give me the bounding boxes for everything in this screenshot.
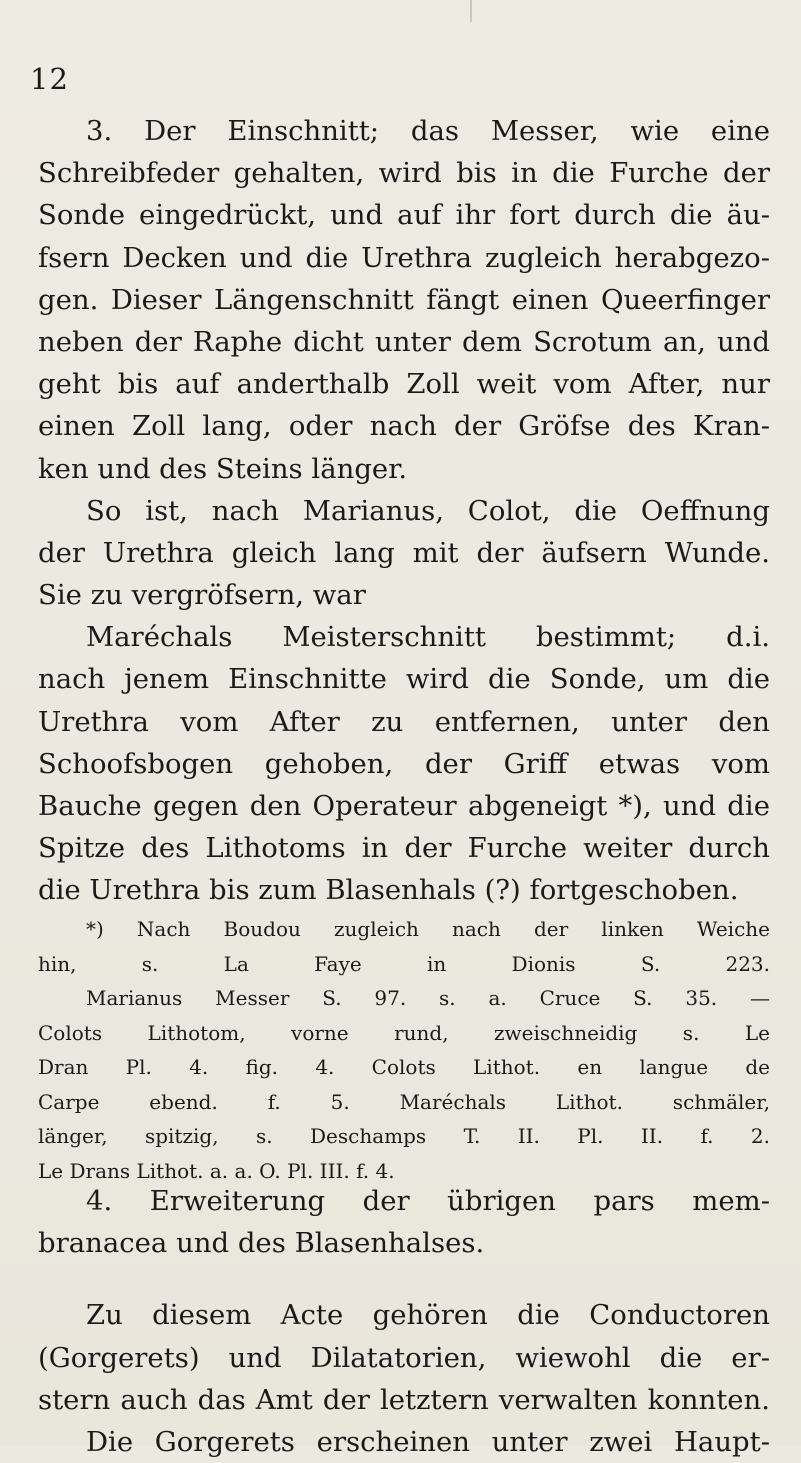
text-line: Die Gorgerets erscheinen unter zwei Haupt- [86, 1425, 770, 1458]
footnote-block [38, 912, 770, 1188]
text-line: neben der Raphe dicht unter dem Scrotum an, und [38, 325, 770, 358]
text-line: Sonde eingedrückt, und auf ihr fort durch die äu- [38, 199, 770, 232]
text-line: Schoofsbogen gehoben, der Griff etwas vom [38, 747, 770, 780]
section-heading: 4. Erweiterung der übrigen pars mem- [86, 1185, 770, 1217]
text-line: (Gorgerets) und Dilatatorien, wiewohl die er- [38, 1341, 770, 1374]
footnote-line: hin, s. La Faye in Dionis S. 223. [38, 951, 770, 976]
text-line: stern auch das Amt der letztern verwalten konnten. [38, 1383, 770, 1416]
page-number: 12 [30, 62, 69, 96]
footnote-line: länger, spitzig, s. Deschamps T. II. Pl. II. f. 2. [38, 1124, 770, 1148]
section-4 [38, 1180, 770, 1463]
text-line: Schreibfeder gehalten, wird bis in die Furche der [38, 157, 770, 190]
paper-mark [470, 0, 472, 22]
text-line: 3. Der Einschnitt; das Messer, wie eine [86, 115, 770, 147]
text-line: gen. Dieser Längenschnitt fängt einen Queerfinger [38, 283, 770, 316]
footnote-line: *) Nach Boudou zugleich nach der linken Weiche [86, 917, 770, 941]
text-line: So ist, nach Marianus, Colot, die Oeffnung [86, 494, 770, 527]
text-line: der Urethra gleich lang mit der äufsern Wunde. [38, 536, 770, 569]
section-gap [38, 1264, 770, 1294]
text-line: Bauche gegen den Operateur abgeneigt *), und die [38, 790, 770, 822]
text-line: geht bis auf anderthalb Zoll weit vom After, nur [38, 368, 770, 401]
text-line: Urethra vom After zu entfernen, unter den [38, 705, 770, 738]
footnote-line: Marianus Messer S. 97. s. a. Cruce S. 35. — [86, 986, 770, 1010]
text-line: ken und des Steins länger. [38, 452, 408, 485]
text-line: nach jenem Einschnitte wird die Sonde, um die [38, 663, 770, 696]
footnote-line: Colots Lithotom, vorne rund, zweischneidig s. Le [38, 1020, 770, 1045]
text-line: die Urethra bis zum Blasenhals (?) fortgeschoben. [38, 874, 739, 907]
footnote-line: Carpe ebend. f. 5. Maréchals Lithot. schmäler, [38, 1089, 770, 1114]
text-line: Spitze des Lithotoms in der Furche weiter durch [38, 832, 770, 865]
text-line: fsern Decken und die Urethra zugleich herabgezo- [38, 241, 770, 274]
text-line: einen Zoll lang, oder nach der Gröfse des Kran- [38, 410, 770, 443]
footnote-line: Dran Pl. 4. fig. 4. Colots Lithot. en langue de [38, 1055, 770, 1079]
section-heading: branacea und des Blasenhalses. [38, 1227, 485, 1260]
main-text [38, 110, 770, 912]
text-line: Zu diesem Acte gehören die Conductoren [86, 1299, 770, 1332]
text-line: Maréchals Meisterschnitt bestimmt; d.i. [86, 621, 770, 654]
text-line: Sie zu vergröfsern, war [38, 579, 366, 612]
footnote-line: Le Drans Lithot. a. a. O. Pl. III. f. 4. [38, 1158, 395, 1183]
